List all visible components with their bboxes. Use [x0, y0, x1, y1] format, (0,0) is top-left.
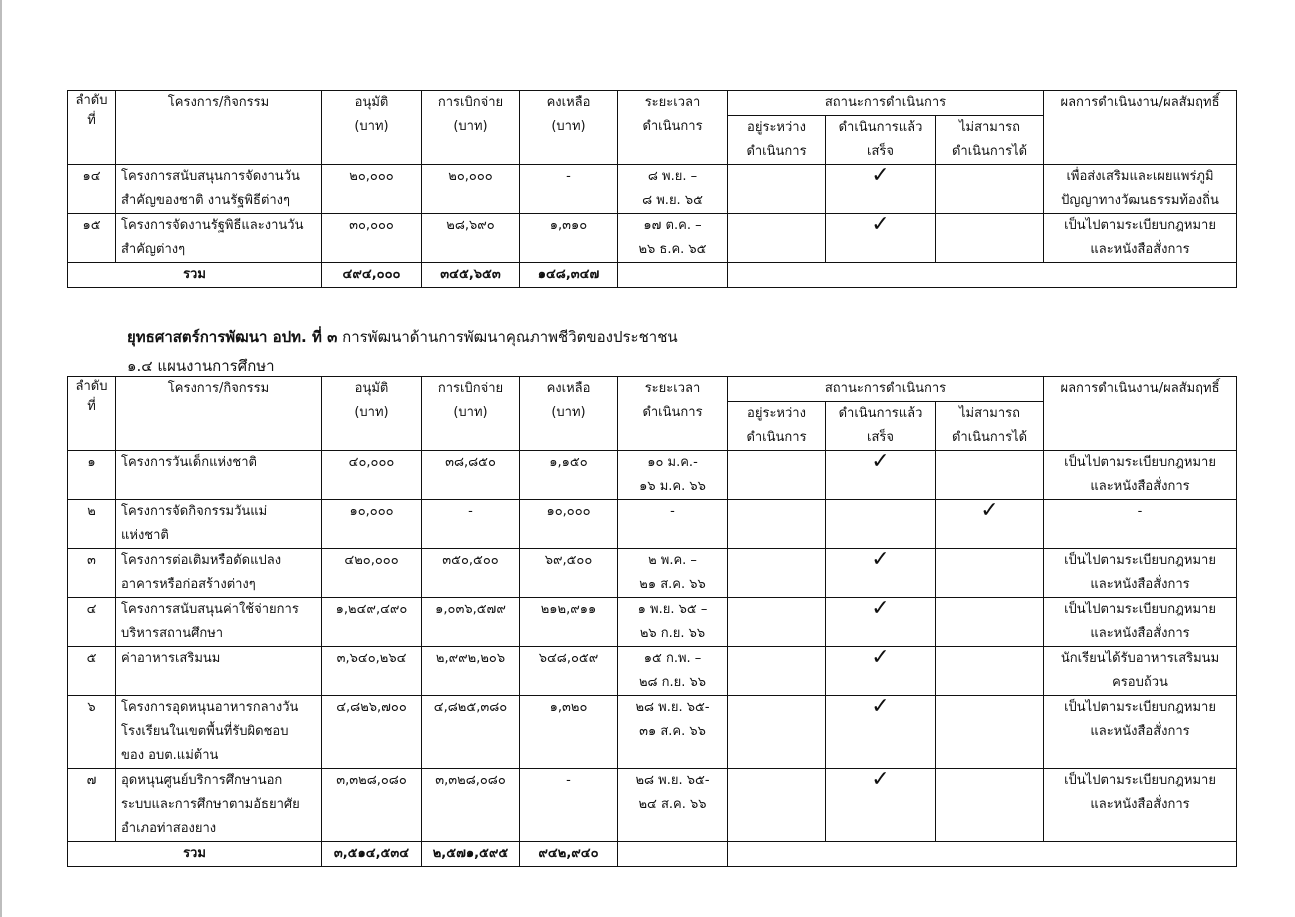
strategy-title-bold: ยุทธศาสตร์การพัฒนา อปท. ที่ ๓: [127, 328, 338, 346]
check-icon: ✓: [871, 694, 890, 719]
cell-line: อุดหนุนศูนย์บริการศึกษานอก: [121, 773, 283, 788]
cell-line: ๑๕ ก.พ. –: [643, 651, 702, 666]
row-status-unable: [936, 500, 1044, 549]
header-unable: [936, 402, 1044, 451]
row-period: [618, 165, 728, 214]
table-row: [68, 549, 1237, 598]
row-status-unable: [936, 647, 1044, 696]
cell-line: (บาท): [551, 119, 586, 134]
header-status: สถานะการดำเนินการ: [728, 377, 1044, 402]
row-status-in-progress: [728, 451, 826, 500]
cell-line: ๒๘ พ.ย. ๖๕-: [635, 773, 710, 788]
row-no: ๗: [68, 769, 116, 842]
cell-line: เสร็จ: [867, 430, 894, 445]
row-project: [116, 647, 322, 696]
header-in-progress: [728, 402, 826, 451]
header-remaining: [520, 91, 618, 165]
header-no-line: ลำดับที่: [75, 93, 108, 128]
cell-line: สำคัญของชาติ งานรัฐพิธีต่างๆ: [121, 193, 291, 208]
row-status-unable: [936, 549, 1044, 598]
check-icon: ✓: [871, 163, 890, 188]
row-result: [1044, 214, 1237, 263]
total-label: รวม: [68, 842, 322, 867]
row-no: ๑๕: [68, 214, 116, 263]
row-result: [1044, 165, 1237, 214]
table-row: [68, 165, 1237, 214]
strategy-heading: [127, 325, 678, 349]
row-period: [618, 696, 728, 769]
cell-line: (บาท): [453, 119, 488, 134]
row-status-unable: [936, 214, 1044, 263]
row-remaining: ๑,๓๑๐: [520, 214, 618, 263]
header-row: [68, 377, 1237, 402]
cell-line: ไม่สามารถ: [958, 406, 1021, 421]
row-remaining: -: [520, 769, 618, 842]
row-remaining: -: [520, 165, 618, 214]
row-disbursed: ๒,๙๙๒,๒๐๖: [422, 647, 520, 696]
cell-line: และหนังสือสั่งการ: [1090, 479, 1190, 494]
row-status-done: [826, 500, 936, 549]
header-period: [618, 91, 728, 165]
table-row: [68, 451, 1237, 500]
check-icon: ✓: [871, 547, 890, 572]
row-no: ๑: [68, 451, 116, 500]
cell-line: ๑ พ.ย. ๖๕ –: [637, 602, 708, 617]
row-project: [116, 500, 322, 549]
cell-line: อนุมัติ: [354, 381, 389, 396]
row-status-unable: [936, 451, 1044, 500]
row-period: [618, 214, 728, 263]
cell-line: เป็นไปตามระเบียบกฎหมาย: [1064, 602, 1216, 617]
cell-line: โครงการจัดงานรัฐพิธีและงานวัน: [121, 218, 304, 233]
cell-line: อยู่ระหว่าง: [747, 120, 806, 135]
row-disbursed: ๔,๘๒๕,๓๘๐: [422, 696, 520, 769]
row-status-done: [826, 769, 936, 842]
row-status-in-progress: [728, 549, 826, 598]
table-row: [68, 598, 1237, 647]
cell-line: (บาท): [354, 405, 389, 420]
cell-line: เพื่อส่งเสริมและเผยแพร่ภูมิ: [1066, 169, 1214, 184]
table-row: [68, 214, 1237, 263]
page-edge: [0, 0, 2, 917]
row-approved: ๑,๒๔๙,๔๙๐: [322, 598, 422, 647]
total-approved: ๓,๕๑๔,๕๓๔: [322, 842, 422, 867]
cell-line: โครงการสนับสนุนค่าใช้จ่ายการ: [121, 602, 299, 617]
cell-line: -: [670, 504, 675, 519]
row-no: ๖: [68, 696, 116, 769]
row-approved: ๓,๖๔๐,๒๖๔: [322, 647, 422, 696]
table-row: [68, 647, 1237, 696]
cell-line: ดำเนินการได้: [951, 430, 1028, 445]
row-remaining: ๖๙,๕๐๐: [520, 549, 618, 598]
cell-line: ๘ พ.ย. ๖๕: [642, 193, 703, 208]
row-approved: ๔๐,๐๐๐: [322, 451, 422, 500]
row-period: [618, 549, 728, 598]
row-result: [1044, 769, 1237, 842]
cell-line: ดำเนินการ: [642, 119, 703, 134]
cell-line: เป็นไปตามระเบียบกฎหมาย: [1064, 553, 1216, 568]
row-result: [1044, 647, 1237, 696]
cell-line: ๑๗ ต.ค. –: [643, 218, 702, 233]
row-period: [618, 769, 728, 842]
header-no-line: ลำดับที่: [75, 379, 108, 414]
cell-line: ๒ พ.ค. –: [648, 553, 697, 568]
cell-line: ดำเนินการแล้ว: [838, 120, 923, 135]
row-result: [1044, 598, 1237, 647]
cell-line: ดำเนินการ: [642, 405, 703, 420]
cell-line: การเบิกจ่าย: [437, 381, 504, 396]
table-row: [68, 500, 1237, 549]
row-approved: ๓,๓๒๘,๐๘๐: [322, 769, 422, 842]
cell-line: ๓๑ ส.ค. ๖๖: [639, 724, 706, 739]
row-no: ๓: [68, 549, 116, 598]
cell-line: ดำเนินการ: [746, 430, 807, 445]
cell-line: การเบิกจ่าย: [437, 95, 504, 110]
row-approved: ๔,๘๒๖,๗๐๐: [322, 696, 422, 769]
total-disbursed: ๒,๕๗๑,๕๙๕: [422, 842, 520, 867]
cell-line: ๒๘ พ.ย. ๖๕-: [635, 700, 710, 715]
header-approved: [322, 91, 422, 165]
header-row: [68, 91, 1237, 116]
check-icon: ✓: [980, 498, 999, 523]
row-result: [1044, 549, 1237, 598]
cell-line: ค่าอาหารเสริมนม: [121, 651, 221, 666]
total-approved: ๔๙๔,๐๐๐: [322, 263, 422, 288]
row-project: [116, 214, 322, 263]
total-row: [68, 842, 1237, 867]
cell-line: ดำเนินการ: [746, 144, 807, 159]
cell-line: โครงการอุดหนุนอาหารกลางวัน: [121, 700, 299, 715]
cell-line: (บาท): [551, 405, 586, 420]
row-project: [116, 549, 322, 598]
cell-line: ๑๖ ม.ค. ๖๖: [639, 479, 706, 494]
row-status-done: [826, 647, 936, 696]
row-approved: ๑๐,๐๐๐: [322, 500, 422, 549]
header-project: โครงการ/กิจกรรม: [116, 377, 322, 451]
cell-line: เสร็จ: [867, 144, 894, 159]
cell-line: เป็นไปตามระเบียบกฎหมาย: [1064, 218, 1216, 233]
cell-line: และหนังสือสั่งการ: [1090, 626, 1190, 641]
cell-line: โครงการวันเด็กแห่งชาติ: [121, 455, 257, 470]
header-result: ผลการดำเนินงาน/ผลสัมฤทธิ์: [1044, 377, 1237, 451]
check-icon: ✓: [871, 212, 890, 237]
total-row: [68, 263, 1237, 288]
check-icon: ✓: [871, 767, 890, 792]
row-remaining: ๖๔๘,๐๕๙: [520, 647, 618, 696]
cell-line: ๒๖ ก.ย. ๖๖: [639, 626, 706, 641]
cell-line: เป็นไปตามระเบียบกฎหมาย: [1064, 773, 1216, 788]
cell-line: ๘ พ.ย. –: [647, 169, 698, 184]
total-remaining: ๑๔๘,๓๔๗: [520, 263, 618, 288]
cell-line: เป็นไปตามระเบียบกฎหมาย: [1064, 700, 1216, 715]
row-status-in-progress: [728, 500, 826, 549]
row-status-unable: [936, 696, 1044, 769]
cell-line: ระยะเวลา: [644, 95, 701, 110]
cell-line: ครอบถ้วน: [1112, 675, 1168, 690]
row-project: [116, 769, 322, 842]
row-period: [618, 500, 728, 549]
row-disbursed: ๓,๓๒๘,๐๘๐: [422, 769, 520, 842]
row-result: [1044, 696, 1237, 769]
cell-line: ๒๘ ก.ย. ๖๖: [638, 675, 707, 690]
row-project: [116, 598, 322, 647]
cell-line: อยู่ระหว่าง: [747, 406, 806, 421]
header-done: [826, 402, 936, 451]
total-empty: [728, 263, 1237, 288]
row-status-done: [826, 214, 936, 263]
cell-line: (บาท): [453, 405, 488, 420]
row-project: [116, 696, 322, 769]
cell-line: ระบบและการศึกษาตามอัธยาศัย: [121, 797, 300, 812]
header-disbursed: [422, 377, 520, 451]
cell-line: (บาท): [354, 119, 389, 134]
row-status-in-progress: [728, 214, 826, 263]
row-result: [1044, 500, 1237, 549]
row-no: ๔: [68, 598, 116, 647]
header-in-progress: [728, 116, 826, 165]
cell-line: ๒๑ ส.ค. ๖๖: [639, 577, 706, 592]
header-no: [68, 91, 116, 165]
cell-line: แห่งชาติ: [121, 528, 169, 543]
cell-line: บริหารสถานศึกษา: [121, 626, 224, 641]
row-status-unable: [936, 165, 1044, 214]
total-remaining: ๙๔๒,๙๔๐: [520, 842, 618, 867]
row-approved: ๔๒๐,๐๐๐: [322, 549, 422, 598]
cell-line: ไม่สามารถ: [958, 120, 1021, 135]
cell-line: ดำเนินการได้: [951, 144, 1028, 159]
header-status: สถานะการดำเนินการ: [728, 91, 1044, 116]
cell-line: ดำเนินการแล้ว: [838, 406, 923, 421]
cell-line: โครงการต่อเติมหรือดัดแปลง: [121, 553, 282, 568]
total-empty: [618, 842, 728, 867]
cell-line: เป็นไปตามระเบียบกฎหมาย: [1064, 455, 1216, 470]
cell-line: -: [1137, 504, 1143, 519]
cell-line: โครงการจัดกิจกรรมวันแม่: [121, 504, 268, 519]
total-empty: [618, 263, 728, 288]
strategy-title-rest: การพัฒนาด้านการพัฒนาคุณภาพชีวิตของประชาชน: [342, 328, 678, 346]
total-empty: [728, 842, 1237, 867]
header-project: โครงการ/กิจกรรม: [116, 91, 322, 165]
row-period: [618, 598, 728, 647]
row-no: ๕: [68, 647, 116, 696]
row-no: ๑๔: [68, 165, 116, 214]
cell-line: ๒๔ ส.ค. ๖๖: [638, 797, 707, 812]
row-approved: ๒๐,๐๐๐: [322, 165, 422, 214]
row-remaining: ๒๑๒,๙๑๑: [520, 598, 618, 647]
row-project: [116, 165, 322, 214]
row-status-unable: [936, 769, 1044, 842]
row-remaining: ๑,๑๕๐: [520, 451, 618, 500]
cell-line: ๑๐ ม.ค.-: [647, 455, 698, 470]
header-done: [826, 116, 936, 165]
cell-line: ปัญญาทางวัฒนธรรมท้องถิ่น: [1061, 193, 1219, 208]
row-disbursed: ๓๘,๘๕๐: [422, 451, 520, 500]
table-row: [68, 769, 1237, 842]
header-period: [618, 377, 728, 451]
row-status-in-progress: [728, 598, 826, 647]
plan-subheading: ๑.๔ แผนงานการศึกษา: [127, 357, 275, 375]
row-result: [1044, 451, 1237, 500]
row-status-in-progress: [728, 769, 826, 842]
cell-line: ของ อบต.แม่ต้าน: [121, 748, 219, 763]
row-disbursed: ๑,๐๓๖,๕๗๙: [422, 598, 520, 647]
row-status-in-progress: [728, 165, 826, 214]
cell-line: และหนังสือสั่งการ: [1090, 242, 1190, 257]
row-disbursed: ๓๕๐,๕๐๐: [422, 549, 520, 598]
row-no: ๒: [68, 500, 116, 549]
row-period: [618, 451, 728, 500]
cell-line: สำคัญต่างๆ: [121, 242, 186, 257]
cell-line: ระยะเวลา: [644, 381, 701, 396]
row-disbursed: -: [422, 500, 520, 549]
budget-table-1: [67, 90, 1237, 288]
row-status-done: [826, 451, 936, 500]
header-approved: [322, 377, 422, 451]
cell-line: คงเหลือ: [546, 381, 591, 396]
cell-line: อาคารหรือก่อสร้างต่างๆ: [121, 577, 256, 592]
header-no: [68, 377, 116, 451]
header-remaining: [520, 377, 618, 451]
row-status-unable: [936, 598, 1044, 647]
cell-line: ๒๖ ธ.ค. ๖๕: [638, 242, 707, 257]
header-unable: [936, 116, 1044, 165]
row-status-done: [826, 696, 936, 769]
row-status-in-progress: [728, 647, 826, 696]
budget-table-2: [67, 376, 1237, 867]
row-status-done: [826, 165, 936, 214]
cell-line: และหนังสือสั่งการ: [1090, 724, 1190, 739]
row-status-done: [826, 549, 936, 598]
cell-line: อำเภอท่าสองยาง: [121, 821, 217, 836]
row-remaining: ๑,๓๒๐: [520, 696, 618, 769]
row-status-done: [826, 598, 936, 647]
cell-line: โครงการสนับสนุนการจัดงานวัน: [121, 169, 300, 184]
cell-line: และหนังสือสั่งการ: [1090, 577, 1190, 592]
cell-line: คงเหลือ: [546, 95, 591, 110]
header-result: ผลการดำเนินงาน/ผลสัมฤทธิ์: [1044, 91, 1237, 165]
cell-line: นักเรียนได้รับอาหารเสริมนม: [1060, 651, 1220, 666]
header-disbursed: [422, 91, 520, 165]
row-approved: ๓๐,๐๐๐: [322, 214, 422, 263]
cell-line: โรงเรียนในเขตพื้นที่รับผิดชอบ: [121, 724, 289, 739]
check-icon: ✓: [871, 645, 890, 670]
row-disbursed: ๒๐,๐๐๐: [422, 165, 520, 214]
check-icon: ✓: [871, 596, 890, 621]
row-status-in-progress: [728, 696, 826, 769]
row-period: [618, 647, 728, 696]
check-icon: ✓: [871, 449, 890, 474]
row-project: [116, 451, 322, 500]
total-disbursed: ๓๔๕,๖๕๓: [422, 263, 520, 288]
table-row: [68, 696, 1237, 769]
row-remaining: ๑๐,๐๐๐: [520, 500, 618, 549]
total-label: รวม: [68, 263, 322, 288]
cell-line: อนุมัติ: [354, 95, 389, 110]
row-disbursed: ๒๘,๖๙๐: [422, 214, 520, 263]
cell-line: และหนังสือสั่งการ: [1090, 797, 1190, 812]
